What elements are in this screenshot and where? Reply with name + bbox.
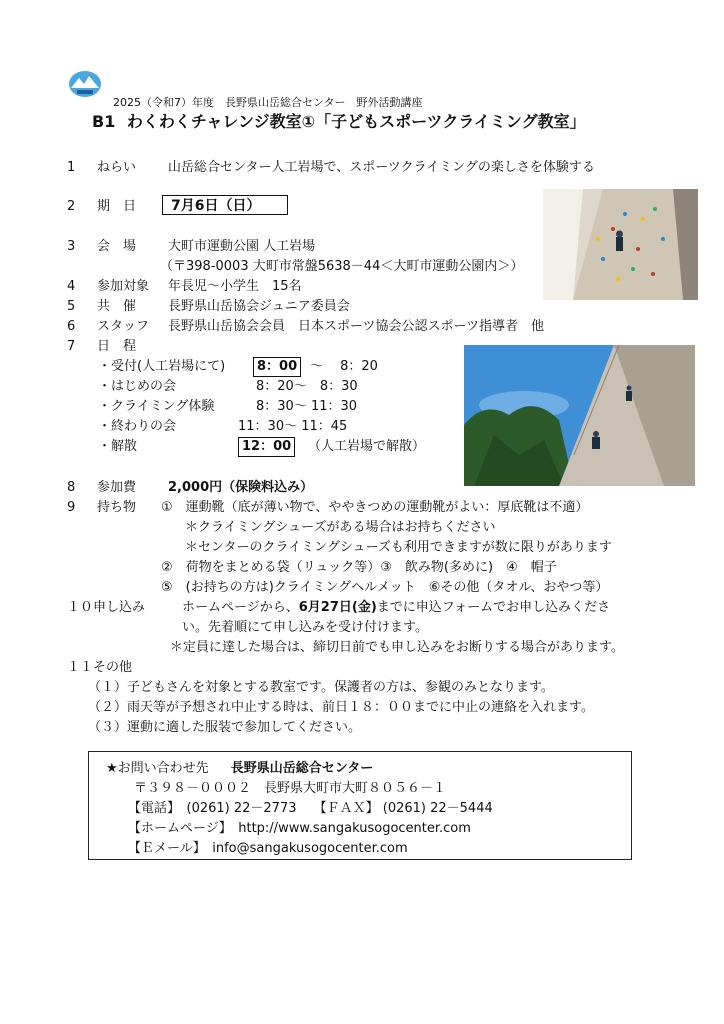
apply-text: い。先着順にて申し込みを受け付けます。	[182, 620, 428, 635]
belongings-note: ＊センターのクライミングシューズも利用できますが数に限りがあります	[185, 540, 612, 555]
page-title	[92, 109, 586, 132]
item-staff: 6 スタッフ 長野県山岳協会会員 日本スポーツ協会公認スポーツ指導者 他	[67, 319, 544, 334]
course-code: B1	[92, 112, 116, 131]
belongings-line: ⑤ (お持ちの方は)クライミングヘルメット ⑥その他（タオル、おやつ等）	[161, 580, 609, 595]
other-line: （２）雨天等が予想され中止する時は、前日１８：００までに中止の連絡を入れます。	[88, 700, 594, 715]
apply-deadline: 6月27日(金)	[298, 600, 377, 615]
contact-email: 【Ｅメール】 info@sangakusogocenter.com	[128, 841, 408, 856]
item-belongings: 9 持ち物 ① 運動靴（底が薄い物で、ややきつめの運動靴がよい：厚底靴は不適）	[67, 500, 589, 515]
item-host: 5 共 催 長野県山岳協会ジュニア委員会	[67, 299, 350, 314]
dismissal-time: 12：00	[238, 437, 295, 457]
climbing-wall-photo	[543, 189, 698, 300]
other-line: （１）子どもさんを対象とする教室です。保護者の方は、参観のみとなります。	[88, 680, 554, 695]
course-title: わくわくチャレンジ教室①「子どもスポーツクライミング教室」	[126, 112, 586, 131]
outdoor-wall-photo	[464, 345, 695, 486]
contact-homepage: 【ホームページ】 http://www.sangakusogocenter.com	[128, 821, 471, 836]
apply-note: ＊定員に達した場合は、締切日前でも申し込みをお断りする場合があります。	[170, 640, 624, 655]
item-fee: 8 参加費 2,000円（保険料込み）	[67, 480, 314, 495]
contact-org: 長野県山岳総合センター	[230, 761, 374, 776]
schedule-row: ・クライミング体験 8：30～ 11：30	[98, 399, 358, 414]
item-other: １１その他	[67, 660, 133, 675]
item-aim: 1 ねらい 山岳総合センター人工岩場で、スポーツクライミングの楽しさを体験する	[67, 160, 595, 175]
schedule-row: ・はじめの会 8：20～ 8：30	[98, 379, 358, 394]
schedule-row: ・終わりの会 11：30～ 11：45	[98, 419, 348, 434]
item-apply: １０申し込み ホームページから、6月27日(金)までに申込フォームでお申し込みくださ	[67, 600, 611, 615]
belongings-line: ② 荷物をまとめる袋（リュック等）③ 飲み物(多めに) ④ 帽子	[161, 560, 557, 575]
contact-phone: 【電話】 (0261) 22－2773 【ＦＡＸ】 (0261) 22－5444	[128, 801, 493, 816]
schedule-row: ・受付(人工岩場にて) 8：00 ～ 8：20	[98, 358, 225, 376]
venue-address: （〒398-0003 大町市常盤5638－44＜大町市運動公園内＞）	[160, 259, 524, 274]
belongings-note: ＊クライミングシューズがある場合はお持ちください	[185, 520, 496, 535]
item-target: 4 参加対象 年長児～小学生 15名	[67, 279, 302, 294]
contact-address: 〒３９８－０００２ 長野県大町市大町８０５６－１	[134, 781, 447, 796]
item-date: 2 期 日	[67, 199, 137, 214]
item-venue: 3 会 場 大町市運動公園 人工岩場	[67, 239, 316, 254]
schedule-row: ・解散 12：00 （人工岩場で解散）	[98, 438, 137, 456]
event-date: 7月6日（日）	[162, 195, 288, 215]
center-logo	[68, 70, 102, 98]
reception-time: 8：00	[253, 357, 301, 377]
item-schedule: 7 日 程	[67, 339, 137, 354]
other-line: （３）運動に適した服装で参加してください。	[88, 720, 362, 735]
header-subtitle: 2025（令和7）年度 長野県山岳総合センター 野外活動講座	[113, 96, 423, 109]
contact-heading: ★お問い合わせ先 長野県山岳総合センター	[106, 761, 374, 776]
